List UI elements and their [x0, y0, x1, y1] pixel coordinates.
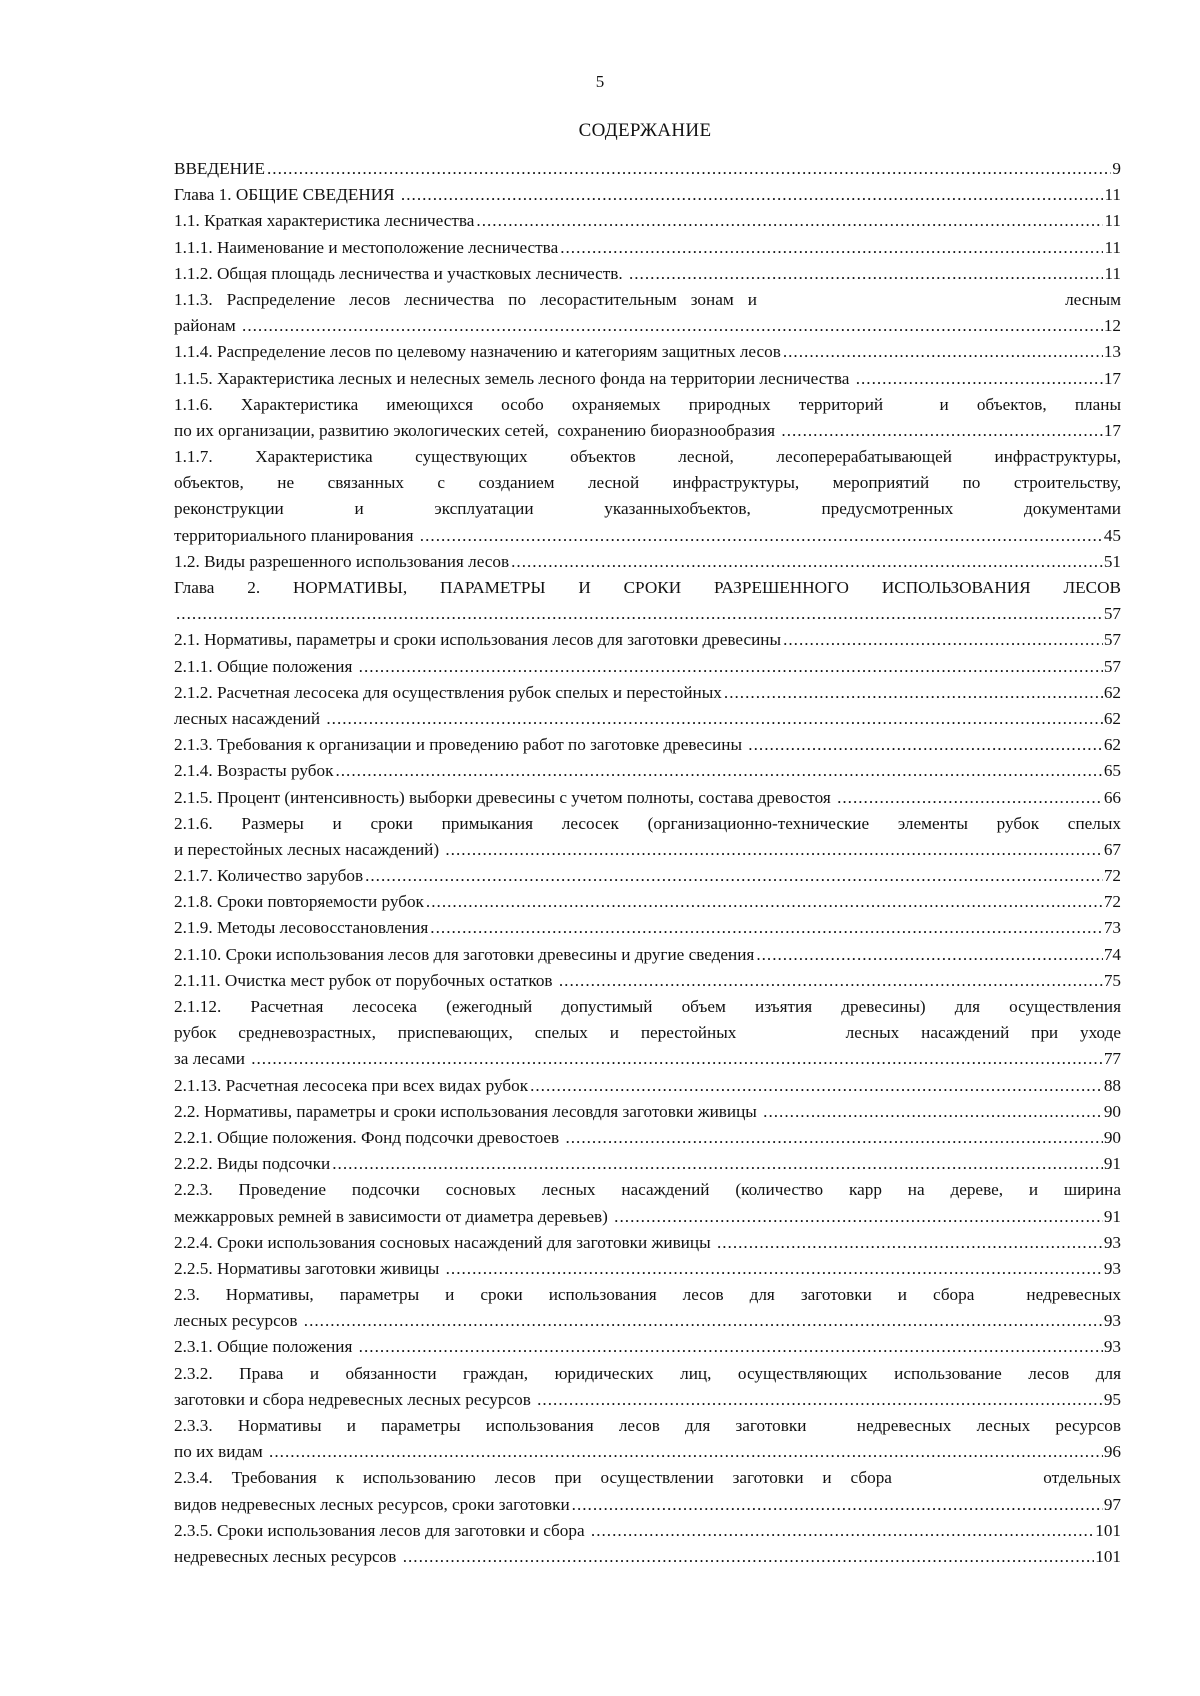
dot-leader — [629, 261, 1103, 287]
toc-entry-line — [174, 261, 1121, 287]
toc-entry-title: 1.1.2. Общая площадь лесничества и участковых лесничеств. — [174, 263, 627, 283]
toc-entry-page: 77 — [1103, 1049, 1121, 1069]
toc-entry-line — [174, 1492, 1121, 1518]
dot-leader — [445, 837, 1102, 863]
dot-leader — [837, 785, 1103, 811]
toc-entry-page: 93 — [1103, 1232, 1121, 1252]
dot-leader — [783, 627, 1103, 653]
toc-entry-line — [174, 627, 1121, 653]
toc-entry — [174, 261, 1121, 287]
toc-entry-line — [174, 287, 1121, 313]
toc-entry-title: 2.3. Нормативы, параметры и сроки использования лесов для заготовки и сбора недревесных — [174, 1285, 1121, 1305]
toc-entry-title: недревесных лесных ресурсов — [174, 1546, 401, 1566]
toc-entry-line — [174, 1282, 1121, 1308]
toc-entry-title: 2.2.5. Нормативы заготовки живицы — [174, 1258, 444, 1278]
toc-entry-line — [174, 680, 1121, 706]
dot-leader — [530, 1073, 1103, 1099]
dot-leader — [748, 732, 1103, 758]
toc-entry-line — [174, 156, 1121, 182]
toc-entry-title: заготовки и сбора недревесных лесных ресурсов — [174, 1389, 536, 1409]
toc-entry — [174, 654, 1121, 680]
toc-entry-line — [174, 470, 1121, 496]
dot-leader — [781, 418, 1102, 444]
toc-entry-page: 93 — [1103, 1337, 1121, 1357]
toc-entry-page: 62 — [1103, 682, 1121, 702]
toc-entry-line — [174, 968, 1121, 994]
toc-entry-line — [174, 889, 1121, 915]
toc-entry — [174, 680, 1121, 706]
dot-leader — [614, 1204, 1103, 1230]
toc-entry — [174, 444, 1121, 549]
toc-entry-page: 57 — [1103, 604, 1121, 624]
toc-entry-line — [174, 1361, 1121, 1387]
dot-leader — [176, 601, 1103, 627]
toc-entry-line — [174, 418, 1121, 444]
toc-entry-page: 57 — [1103, 630, 1121, 650]
toc-entry-page: 17 — [1103, 420, 1121, 440]
toc-entry-line — [174, 313, 1121, 339]
toc-entry-page: 96 — [1103, 1442, 1121, 1462]
toc-entry-title: 1.1.7. Характеристика существующих объектов лесной, лесоперерабатывающей инфраструктуры, — [174, 447, 1121, 467]
toc-entry-title: лесных ресурсов — [174, 1311, 302, 1331]
toc-entry-line — [174, 601, 1121, 627]
toc-entry-page: 13 — [1103, 342, 1121, 362]
toc-entry-page: 74 — [1103, 944, 1121, 964]
toc-title: СОДЕРЖАНИЕ — [578, 120, 712, 141]
toc-entry-title: ВВЕДЕНИЕ — [174, 159, 265, 178]
toc-entry-title: 2.1.11. Очистка мест рубок от порубочных остатков — [174, 970, 557, 990]
toc-entry-title: 2.1.9. Методы лесовосстановления — [174, 918, 429, 938]
toc-entry-title: 2.2.1. Общие положения. Фонд подсочки древостоев — [174, 1127, 564, 1147]
toc-entry-title: 2.1.4. Возрасты рубок — [174, 761, 334, 781]
dot-leader — [717, 1230, 1103, 1256]
toc-entry — [174, 889, 1121, 915]
dot-leader — [783, 339, 1103, 365]
toc-entry-title: по их организации, развитию экологических сетей, сохранению биоразнообразия — [174, 420, 780, 440]
dot-leader — [401, 182, 1104, 208]
toc-entry-page: 90 — [1103, 1127, 1121, 1147]
toc-entry — [174, 1125, 1121, 1151]
dot-leader — [420, 523, 1103, 549]
dot-leader — [430, 915, 1103, 941]
toc-entry-line — [174, 1256, 1121, 1282]
toc-entry-page: 11 — [1104, 211, 1121, 231]
dot-leader — [267, 156, 1111, 182]
toc-entry-line — [174, 549, 1121, 575]
dot-leader — [326, 706, 1102, 732]
toc-entry-title: 2.2.3. Проведение подсочки сосновых лесных насаждений (количество карр на дереве, и ширина — [174, 1180, 1121, 1200]
toc-entry-title: и перестойных лесных насаждений) — [174, 839, 444, 859]
dot-leader — [572, 1492, 1103, 1518]
dot-leader — [724, 680, 1103, 706]
toc-entry-page: 67 — [1103, 839, 1121, 859]
toc-entry-title: 1.1. Краткая характеристика лесничества — [174, 211, 475, 231]
toc-entry-line — [174, 1125, 1121, 1151]
toc-entry-line — [174, 575, 1121, 601]
dot-leader — [359, 654, 1103, 680]
toc-entry-title: 2.3.1. Общие положения — [174, 1337, 357, 1357]
toc-entry-line — [174, 1073, 1121, 1099]
dot-leader — [511, 549, 1103, 575]
toc-entry — [174, 942, 1121, 968]
toc-entry-title: 1.1.5. Характеристика лесных и нелесных земель лесного фонда на территории лесничества — [174, 368, 854, 388]
toc-entry — [174, 785, 1121, 811]
toc-entry-page: 101 — [1095, 1546, 1121, 1566]
toc-entry-line — [174, 706, 1121, 732]
toc-entry-page: 62 — [1103, 708, 1121, 728]
toc-entry — [174, 1099, 1121, 1125]
toc-entry-line — [174, 785, 1121, 811]
toc-entry — [174, 968, 1121, 994]
toc-entry-page: 65 — [1103, 761, 1121, 781]
toc-entry — [174, 339, 1121, 365]
toc-entry-line — [174, 1177, 1121, 1203]
toc-entry — [174, 1334, 1121, 1360]
toc-entry-title: Глава 2. НОРМАТИВЫ, ПАРАМЕТРЫ И СРОКИ РАЗРЕШЕННОГО ИСПОЛЬЗОВАНИЯ ЛЕСОВ — [174, 578, 1121, 597]
dot-leader — [304, 1308, 1103, 1334]
toc-entry-title: территориального планирования — [174, 525, 418, 545]
toc-entry-title: Глава 1. ОБЩИЕ СВЕДЕНИЯ — [174, 185, 399, 205]
dot-leader — [403, 1544, 1095, 1570]
toc-entry-page: 93 — [1103, 1258, 1121, 1278]
toc-entry — [174, 575, 1121, 627]
toc-entry — [174, 1151, 1121, 1177]
page-number: 5 — [595, 72, 605, 91]
toc-entry-line — [174, 1308, 1121, 1334]
toc-entry-page: 88 — [1103, 1075, 1121, 1095]
toc-entry-line — [174, 1020, 1121, 1046]
toc-entry-title: реконструкции и эксплуатации указанныхобъектов, предусмотренных документами — [174, 499, 1121, 519]
toc-entry-title: 2.1.1. Общие положения — [174, 656, 357, 676]
toc-entry-page: 12 — [1103, 316, 1121, 336]
toc-entry — [174, 392, 1121, 444]
toc-entry-title: лесных насаждений — [174, 708, 325, 728]
toc-entry — [174, 366, 1121, 392]
toc-entry-title: видов недревесных лесных ресурсов, сроки заготовки — [174, 1494, 570, 1514]
toc-entry-line — [174, 1334, 1121, 1360]
toc-entry-page: 17 — [1103, 368, 1121, 388]
toc-entry-line — [174, 182, 1121, 208]
toc-entry-title: районам — [174, 316, 241, 336]
toc-entry-line — [174, 339, 1121, 365]
dot-leader — [359, 1334, 1103, 1360]
toc-entry — [174, 1282, 1121, 1334]
toc-entry-page: 62 — [1103, 735, 1121, 755]
toc-entry-line — [174, 994, 1121, 1020]
toc-entry-title: за лесами — [174, 1049, 250, 1069]
toc-entry-title: объектов, не связанных с созданием лесной инфраструктуры, мероприятий по строительству, — [174, 473, 1121, 493]
toc-entry — [174, 1465, 1121, 1517]
dot-leader — [591, 1518, 1094, 1544]
toc-entry-line — [174, 1439, 1121, 1465]
toc-entry-title: по их видам — [174, 1442, 268, 1462]
dot-leader — [335, 758, 1102, 784]
dot-leader — [426, 889, 1103, 915]
toc-entry-title: 2.3.2. Права и обязанности граждан, юридических лиц, осуществляющих использование лесов для — [174, 1363, 1121, 1383]
toc-entry-line — [174, 392, 1121, 418]
toc-entry — [174, 287, 1121, 339]
toc-entry-line — [174, 654, 1121, 680]
toc-entry-line — [174, 1413, 1121, 1439]
dot-leader — [763, 1099, 1103, 1125]
toc-entry-title: 2.1.12. Расчетная лесосека (ежегодный допустимый объем изъятия древесины) для осуществления — [174, 997, 1121, 1016]
toc-entry-line — [174, 235, 1121, 261]
toc-entry — [174, 1361, 1121, 1413]
toc-entry-page: 75 — [1103, 970, 1121, 990]
dot-leader — [756, 942, 1103, 968]
toc-entry-title: 2.1.5. Процент (интенсивность) выборки древесины с учетом полноты, состава древостоя — [174, 787, 836, 807]
dot-leader — [559, 968, 1103, 994]
toc-entry-page: 66 — [1103, 787, 1121, 807]
toc-entry — [174, 156, 1121, 182]
toc-entry-line — [174, 1099, 1121, 1125]
toc-entry — [174, 1544, 1121, 1570]
toc-entry-line — [174, 811, 1121, 837]
toc-entry-title: 2.1.3. Требования к организации и проведению работ по заготовке древесины — [174, 735, 747, 755]
toc-entry-line — [174, 1387, 1121, 1413]
toc-entry-line — [174, 732, 1121, 758]
dot-leader — [242, 313, 1103, 339]
toc-entry-page: 11 — [1104, 237, 1121, 257]
toc-entry-page: 11 — [1104, 185, 1121, 205]
toc-entry — [174, 1230, 1121, 1256]
toc-entry-line — [174, 942, 1121, 968]
toc-entry-line — [174, 523, 1121, 549]
toc-entry-line — [174, 1518, 1121, 1544]
toc-entry-line — [174, 1046, 1121, 1072]
toc-entry-line — [174, 863, 1121, 889]
toc-entry-title: 1.1.6. Характеристика имеющихся особо охраняемых природных территорий и объектов, планы — [174, 394, 1121, 414]
toc-entry-line — [174, 1544, 1121, 1570]
dot-leader — [251, 1046, 1103, 1072]
dot-leader — [269, 1439, 1103, 1465]
toc-entry-title: рубок средневозрастных, приспевающих, спелых и перестойных лесных насаждений при уходе — [174, 1023, 1121, 1043]
toc-entry-page: 91 — [1103, 1154, 1121, 1174]
toc-entry — [174, 1256, 1121, 1282]
toc-entry-page: 72 — [1103, 892, 1121, 912]
toc-entry — [174, 182, 1121, 208]
toc-entry-line — [174, 1204, 1121, 1230]
toc-entry-title: 2.2.4. Сроки использования сосновых насаждений для заготовки живицы — [174, 1232, 715, 1252]
toc-entry-line — [174, 758, 1121, 784]
toc-entry-title: 2.2.2. Виды подсочки — [174, 1154, 331, 1174]
toc-entry-page: 95 — [1103, 1389, 1121, 1409]
toc-entry-title: 1.1.1. Наименование и местоположение лесничества — [174, 237, 559, 257]
toc-entry-page: 57 — [1103, 656, 1121, 676]
toc-entry-title: 2.1.2. Расчетная лесосека для осуществления рубок спелых и перестойных — [174, 682, 722, 702]
toc-entry-title: 2.1.10. Сроки использования лесов для заготовки древесины и другие сведения — [174, 944, 755, 964]
dot-leader — [565, 1125, 1102, 1151]
toc-entry-line — [174, 366, 1121, 392]
toc-entry — [174, 208, 1121, 234]
toc-entry-line — [174, 837, 1121, 863]
dot-leader — [856, 366, 1103, 392]
toc-entry — [174, 863, 1121, 889]
toc-entry-page: 93 — [1103, 1311, 1121, 1331]
toc-entry — [174, 1413, 1121, 1465]
toc-entry — [174, 235, 1121, 261]
toc-entry-line — [174, 208, 1121, 234]
toc-entry-line — [174, 915, 1121, 941]
toc-entry-title: 2.2. Нормативы, параметры и сроки использования лесовдля заготовки живицы — [174, 1101, 762, 1121]
toc-entry-line — [174, 1230, 1121, 1256]
toc-entry-title: 2.1. Нормативы, параметры и сроки использования лесов для заготовки древесины — [174, 630, 782, 650]
toc-entry — [174, 732, 1121, 758]
table-of-contents — [174, 156, 1121, 1570]
toc-entry-page: 91 — [1103, 1206, 1121, 1226]
toc-entry-line — [174, 444, 1121, 470]
toc-entry-page: 51 — [1103, 551, 1121, 571]
toc-entry-line — [174, 1151, 1121, 1177]
toc-entry-page: 72 — [1103, 866, 1121, 886]
toc-entry-title: 2.3.3. Нормативы и параметры использования лесов для заготовки недревесных лесных ресурсов — [174, 1416, 1121, 1435]
toc-entry-title: 2.1.13. Расчетная лесосека при всех видах рубок — [174, 1075, 529, 1095]
toc-entry — [174, 706, 1121, 732]
toc-entry-title: 1.1.3. Распределение лесов лесничества по лесорастительным зонам и лесным — [174, 289, 1121, 309]
dot-leader — [537, 1387, 1103, 1413]
toc-entry-title: 2.3.5. Сроки использования лесов для заготовки и сбора — [174, 1520, 589, 1540]
toc-entry — [174, 915, 1121, 941]
dot-leader — [476, 208, 1103, 234]
toc-entry-title: 2.1.6. Размеры и сроки примыкания лесосек (организационно-технические элементы рубок спелых — [174, 813, 1121, 833]
toc-entry — [174, 994, 1121, 1073]
toc-entry — [174, 758, 1121, 784]
toc-entry — [174, 627, 1121, 653]
toc-entry-title: 2.1.7. Количество зарубов — [174, 866, 364, 886]
toc-entry — [174, 1073, 1121, 1099]
toc-entry-page: 45 — [1103, 525, 1121, 545]
toc-entry — [174, 1177, 1121, 1229]
toc-entry-line — [174, 1465, 1121, 1491]
toc-entry-title: 2.3.4. Требования к использованию лесов при осуществлении заготовки и сбора отдельных — [174, 1468, 1121, 1488]
toc-entry — [174, 1518, 1121, 1544]
toc-entry-title: 1.2. Виды разрешенного использования лесов — [174, 551, 510, 571]
toc-entry — [174, 811, 1121, 863]
dot-leader — [332, 1151, 1103, 1177]
toc-entry-page: 97 — [1103, 1494, 1121, 1514]
toc-entry — [174, 549, 1121, 575]
toc-entry-page: 73 — [1103, 918, 1121, 938]
toc-entry-title: 1.1.4. Распределение лесов по целевому назначению и категориям защитных лесов — [174, 342, 781, 362]
toc-entry-page: 90 — [1103, 1101, 1121, 1121]
toc-entry-title: межкарровых ремней в зависимости от диаметра деревьев) — [174, 1206, 613, 1226]
toc-entry-line — [174, 496, 1121, 522]
toc-entry-title: 2.1.8. Сроки повторяемости рубок — [174, 892, 424, 912]
dot-leader — [365, 863, 1103, 889]
toc-entry-page: 11 — [1104, 263, 1121, 283]
dot-leader — [560, 235, 1103, 261]
dot-leader — [446, 1256, 1103, 1282]
toc-entry-page: 101 — [1095, 1520, 1121, 1540]
toc-entry-page: 9 — [1112, 159, 1121, 178]
